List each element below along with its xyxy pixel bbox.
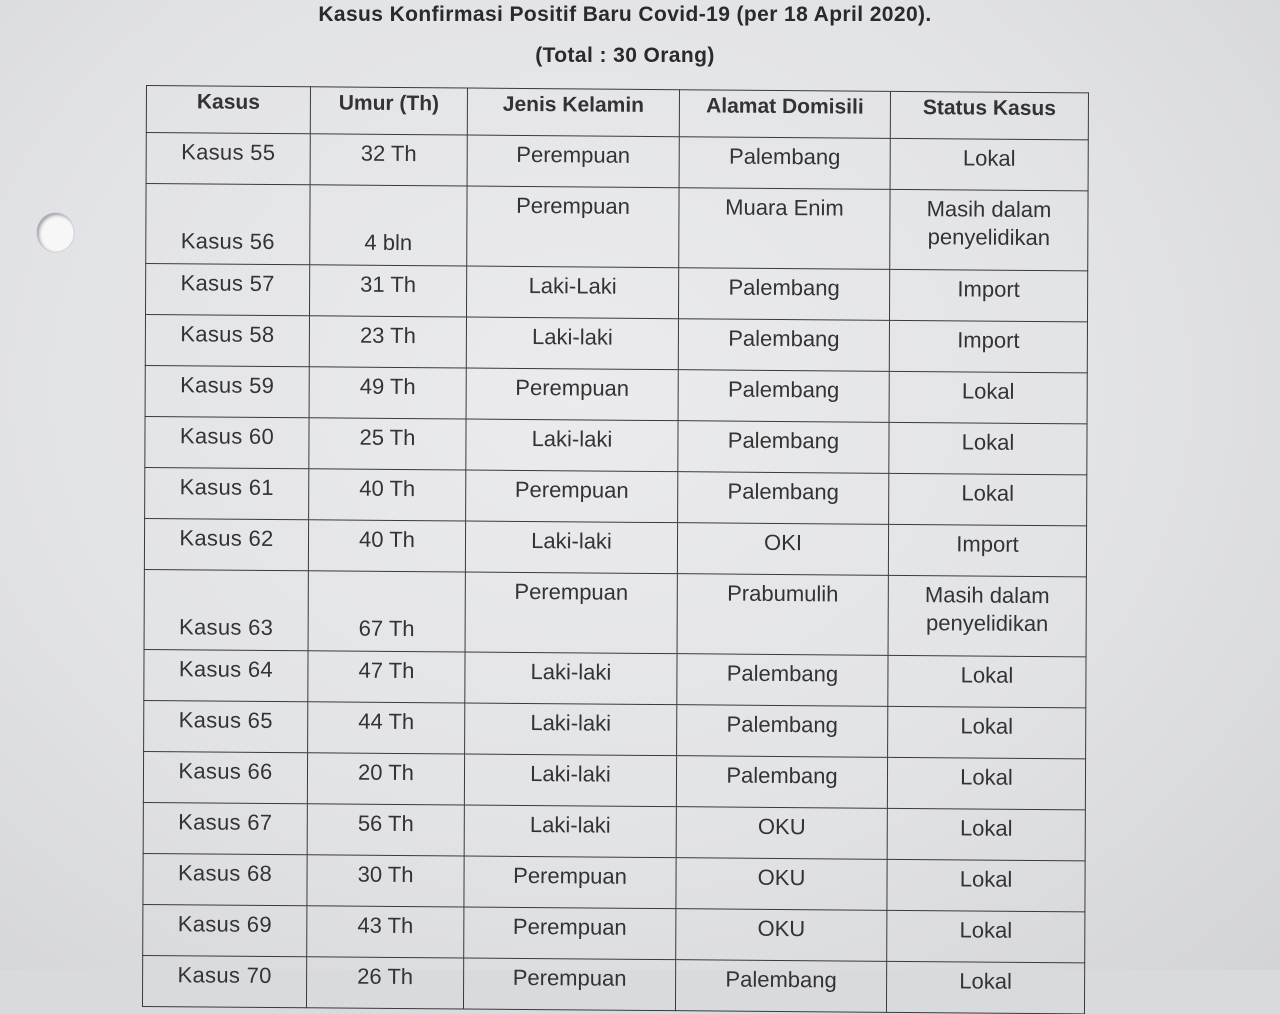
- cell-kasus: Kasus 70: [142, 955, 306, 1007]
- cell-kasus: Kasus 68: [143, 853, 307, 905]
- cell-umur: 49 Th: [309, 367, 466, 419]
- cell-umur: 44 Th: [308, 702, 465, 754]
- cell-umur: 40 Th: [308, 520, 465, 572]
- cell-alamat-domisili: Palembang: [678, 472, 889, 525]
- cell-jenis-kelamin: Laki-laki: [464, 805, 676, 858]
- cell-status-kasus: Lokal: [887, 757, 1085, 810]
- cell-alamat-domisili: OKU: [676, 909, 887, 962]
- table-row: [145, 467, 1087, 525]
- cell-jenis-kelamin: Laki-laki: [465, 652, 677, 705]
- cell-jenis-kelamin: Perempuan: [467, 186, 679, 268]
- cell-alamat-domisili: Palembang: [678, 370, 889, 423]
- cell-umur: 26 Th: [306, 957, 463, 1009]
- table-row: [145, 263, 1087, 321]
- cell-alamat-domisili: OKI: [677, 523, 888, 576]
- cell-umur: 47 Th: [308, 651, 465, 703]
- cell-alamat-domisili: Palembang: [676, 756, 887, 809]
- cell-status-kasus: Lokal: [888, 655, 1086, 708]
- cell-alamat-domisili: Palembang: [679, 137, 890, 190]
- cell-jenis-kelamin: Laki-laki: [466, 419, 678, 472]
- cell-umur: 4 bln: [310, 185, 467, 266]
- cell-kasus: Kasus 67: [143, 802, 307, 854]
- table-row: [144, 518, 1086, 576]
- cell-jenis-kelamin: Perempuan: [467, 135, 679, 188]
- document-subtitle: (Total : 30 Orang): [535, 44, 715, 67]
- cell-status-kasus: Masih dalam penyelidikan: [888, 575, 1086, 657]
- cell-status-kasus: Masih dalam penyelidikan: [890, 189, 1088, 271]
- cell-status-kasus: Lokal: [887, 808, 1085, 861]
- table-row: [145, 314, 1087, 372]
- cell-kasus: Kasus 65: [144, 700, 308, 752]
- table-header-row: [146, 86, 1088, 140]
- cell-status-kasus: Lokal: [889, 422, 1087, 475]
- cell-jenis-kelamin: Perempuan: [465, 572, 677, 654]
- cell-alamat-domisili: Palembang: [678, 319, 889, 372]
- cell-status-kasus: Lokal: [889, 371, 1087, 424]
- header-status-kasus: Status Kasus: [890, 91, 1088, 140]
- cell-status-kasus: Lokal: [886, 961, 1084, 1014]
- table-row: [144, 700, 1086, 758]
- cell-jenis-kelamin: Laki-laki: [464, 754, 676, 807]
- cell-status-kasus: Lokal: [889, 473, 1087, 526]
- table-row: [143, 853, 1085, 911]
- cell-umur: 43 Th: [307, 906, 464, 958]
- cell-alamat-domisili: Palembang: [677, 705, 888, 758]
- cell-jenis-kelamin: Perempuan: [463, 958, 675, 1011]
- cell-jenis-kelamin: Perempuan: [466, 470, 678, 523]
- cell-umur: 25 Th: [309, 418, 466, 470]
- cell-umur: 23 Th: [309, 316, 466, 368]
- cell-alamat-domisili: OKU: [676, 858, 887, 911]
- cell-jenis-kelamin: Laki-laki: [466, 317, 678, 370]
- cell-status-kasus: Import: [889, 269, 1087, 322]
- cell-kasus: Kasus 66: [143, 751, 307, 803]
- cell-kasus: Kasus 56: [146, 184, 310, 265]
- table-row: [146, 184, 1088, 271]
- cell-umur: 30 Th: [307, 855, 464, 907]
- table-row: [142, 955, 1084, 1013]
- cell-status-kasus: Lokal: [888, 706, 1086, 759]
- cell-alamat-domisili: Palembang: [678, 421, 889, 474]
- cell-kasus: Kasus 58: [145, 314, 309, 366]
- cell-status-kasus: Lokal: [887, 859, 1085, 912]
- cell-kasus: Kasus 55: [146, 133, 310, 185]
- table-row: [144, 569, 1086, 656]
- cell-umur: 67 Th: [308, 571, 465, 652]
- cell-kasus: Kasus 69: [143, 904, 307, 956]
- cell-jenis-kelamin: Perempuan: [466, 368, 678, 421]
- table-row: [143, 802, 1085, 860]
- cell-jenis-kelamin: Laki-laki: [465, 521, 677, 574]
- cell-kasus: Kasus 63: [144, 569, 308, 650]
- cell-alamat-domisili: Muara Enim: [679, 188, 890, 270]
- cell-umur: 32 Th: [310, 134, 467, 186]
- cell-alamat-domisili: Palembang: [677, 654, 888, 707]
- cell-jenis-kelamin: Perempuan: [464, 856, 676, 909]
- header-umur: Umur (Th): [310, 87, 467, 135]
- header-alamat-domisili: Alamat Domisili: [679, 90, 890, 139]
- table-row: [143, 904, 1085, 962]
- cell-alamat-domisili: OKU: [676, 807, 887, 860]
- cell-alamat-domisili: Prabumulih: [677, 574, 888, 656]
- cell-status-kasus: Import: [888, 524, 1086, 577]
- cell-status-kasus: Import: [889, 320, 1087, 373]
- table-row: [145, 365, 1087, 423]
- header-kasus: Kasus: [146, 86, 310, 134]
- document-title: Kasus Konfirmasi Positif Baru Covid-19 (per 18 April 2020).: [318, 3, 932, 26]
- cell-kasus: Kasus 62: [144, 518, 308, 570]
- cell-kasus: Kasus 60: [145, 416, 309, 468]
- cell-kasus: Kasus 57: [145, 263, 309, 315]
- cell-kasus: Kasus 59: [145, 365, 309, 417]
- cell-status-kasus: Lokal: [887, 910, 1085, 963]
- header-jenis-kelamin: Jenis Kelamin: [467, 88, 679, 137]
- cell-umur: 20 Th: [307, 753, 464, 805]
- cell-jenis-kelamin: Laki-Laki: [466, 266, 678, 319]
- cases-table: [142, 85, 1089, 1014]
- cell-kasus: Kasus 61: [145, 467, 309, 519]
- cell-jenis-kelamin: Perempuan: [464, 907, 676, 960]
- cell-umur: 31 Th: [309, 265, 466, 317]
- punch-hole: [37, 213, 74, 252]
- table-row: [146, 133, 1088, 191]
- cell-alamat-domisili: Palembang: [678, 268, 889, 321]
- cell-umur: 56 Th: [307, 804, 464, 856]
- table-row: [143, 751, 1085, 809]
- cell-jenis-kelamin: Laki-laki: [465, 703, 677, 756]
- table-row: [144, 649, 1086, 707]
- cell-kasus: Kasus 64: [144, 649, 308, 701]
- cell-alamat-domisili: Palembang: [675, 960, 886, 1013]
- cell-umur: 40 Th: [309, 469, 466, 521]
- cell-status-kasus: Lokal: [890, 138, 1088, 191]
- table-row: [145, 416, 1087, 474]
